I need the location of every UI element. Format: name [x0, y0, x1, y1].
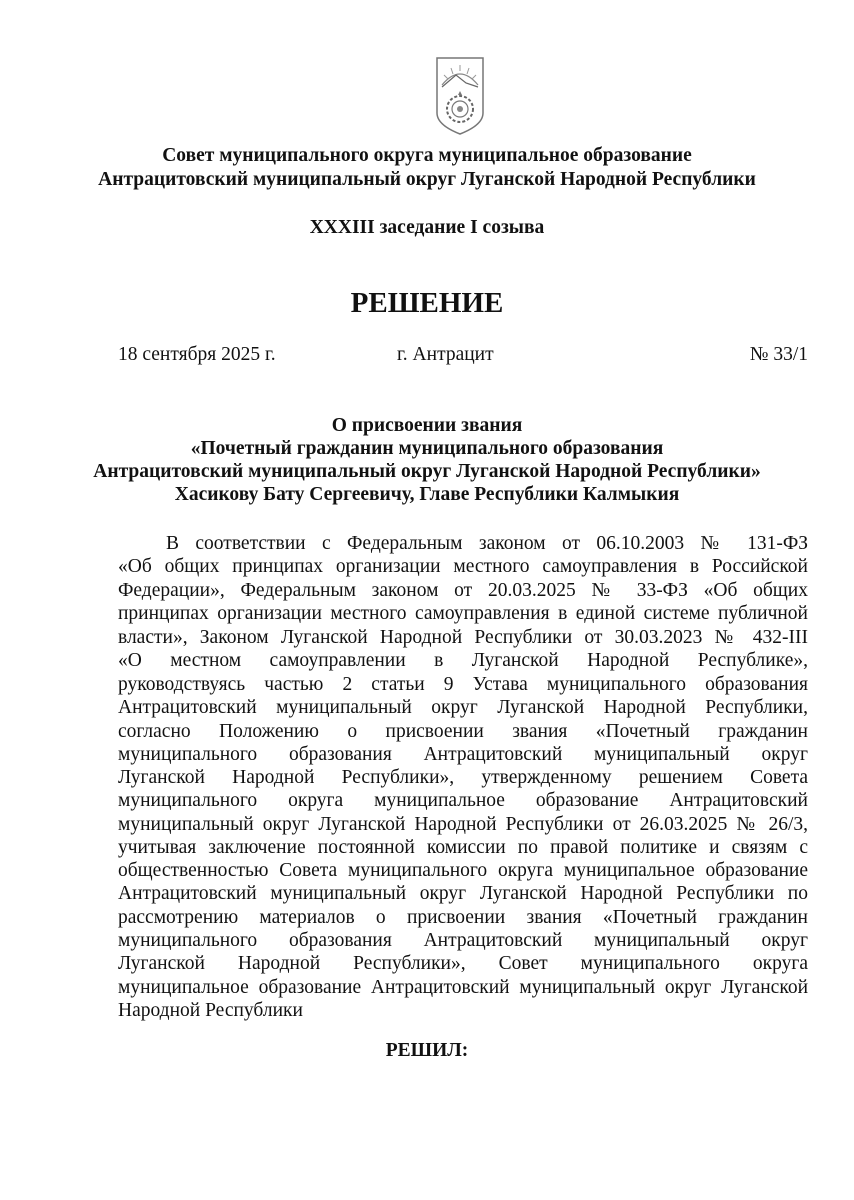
body-line: принципах организации местного самоуправления в единой системе публичной — [118, 603, 808, 624]
body-line: «О местном самоуправлении в Луганской Народной Республике», — [118, 650, 808, 671]
document-number: № 33/1 — [749, 344, 808, 365]
body-line: муниципального образования Антрацитовский муниципальный округ — [118, 930, 808, 951]
coat-of-arms-emblem — [434, 55, 486, 137]
body-line: рассмотрению материалов о присвоении звания «Почетный гражданин — [118, 906, 808, 928]
subject-line: О присвоении звания — [331, 415, 523, 436]
body-line: «Об общих принципах организации местного самоуправления в Российской — [118, 556, 808, 577]
body-line: В соответствии с Федеральным законом от 06.10.2003 № 131-ФЗ — [166, 533, 808, 554]
body-line: муниципальный округ Луганской Народной Республики от 26.03.2025 № 26/3, — [118, 813, 808, 835]
subject-line: Антрацитовский муниципальный округ Луганской Народной Республики» — [93, 461, 761, 482]
subject-line: Хасикову Бату Сергеевичу, Главе Республики Калмыкия — [174, 484, 680, 505]
council-name-line2: Антрацитовский муниципальный округ Луганской Народной Республики — [98, 169, 756, 190]
council-name-line1: Совет муниципального округа муниципальное образование — [162, 145, 692, 166]
body-line: Антрацитовский муниципальный округ Луганской Народной Республики, — [118, 697, 808, 718]
decided-heading: РЕШИЛ: — [385, 1040, 469, 1061]
body-line: Народной Республики — [118, 1000, 303, 1021]
body-line: Антрацитовский муниципальный округ Луганской Народной Республики по — [118, 883, 808, 904]
body-line: муниципального образования Антрацитовский муниципальный округ — [118, 744, 808, 765]
body-line: Федерации», Федеральным законом от 20.03.2025 № 33-ФЗ «Об общих — [118, 579, 808, 601]
body-line: Луганской Народной Республики», утвержденному решением Совета — [118, 767, 808, 788]
document-date: 18 сентября 2025 г. — [118, 344, 276, 365]
body-line: учитывая заключение постоянной комиссии по правой политике и связям с — [118, 837, 808, 858]
body-line: общественностью Совета муниципального округа муниципальное образование — [118, 860, 808, 881]
body-line: муниципальное образование Антрацитовский муниципальный округ Луганской — [118, 976, 808, 998]
session-line: XXXIII заседание I созыва — [309, 217, 545, 238]
document-title: РЕШЕНИЕ — [350, 287, 504, 319]
body-line: согласно Положению о присвоении звания «Почетный гражданин — [118, 720, 808, 742]
subject-line: «Почетный гражданин муниципального образования — [190, 438, 664, 459]
body-line: власти», Законом Луганской Народной Республики от 30.03.2023 № 432-III — [118, 626, 808, 648]
body-line: Луганской Народной Республики», Совет муниципального округа — [118, 953, 808, 974]
body-line: руководствуясь частью 2 статьи 9 Устава муниципального образования — [118, 673, 808, 695]
document-place: г. Антрацит — [397, 344, 494, 365]
body-line: муниципального округа муниципальное образование Антрацитовский — [118, 790, 808, 811]
